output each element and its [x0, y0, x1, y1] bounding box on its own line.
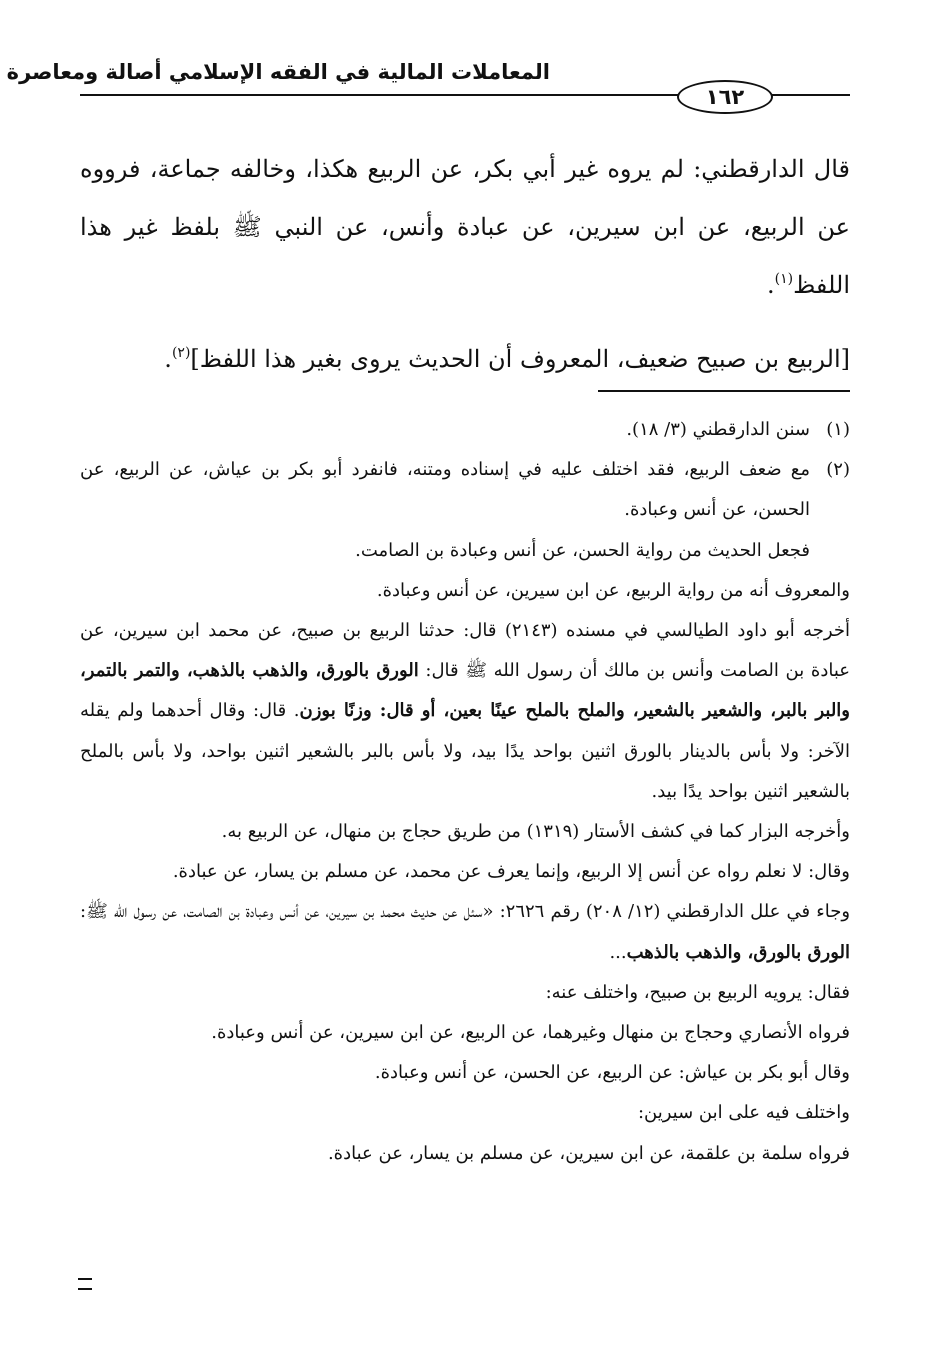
- footnote-2-number: (٢): [826, 459, 850, 481]
- footnote-2-paragraph: وأخرجه البزار كما في كشف الأستار (١٣١٩) من طريق حجاج بن منهال، عن الربيع به.: [221, 821, 850, 843]
- footnote-2-paragraph: فجعل الحديث من رواية الحسن، عن أنس وعبادة بن الصامت.: [355, 539, 810, 561]
- continuation-mark: [78, 1278, 92, 1290]
- footnote-2-paragraph: وقال أبو بكر بن عياش: عن الربيع، عن الحسن، عن أنس وعبادة.: [374, 1062, 850, 1084]
- footnote-2: [80, 450, 850, 530]
- main-paragraph-2: [الربيع بن صبيح ضعيف، المعروف أن الحديث يروى بغير هذا اللفظ]$^{(٢)}$.: [164, 345, 850, 373]
- footnote-1-number: (١): [826, 419, 850, 440]
- footnote-2-ilal-paragraph: وجاء في علل الدارقطني (١٢/ ٢٠٨) رقم ٢٦٢٦: «سئل عن حديث محمد بن سيرين، عن أنس وعبادة بن الصامت، عن رسول الله ﷺ: الورق بالورق، والذهب بالذهب...: [80, 901, 851, 963]
- footnote-ref-1: (١): [774, 271, 794, 287]
- hadith-text-bold: الورق بالورق، والذهب بالذهب: [626, 941, 850, 963]
- footnote-2-paragraph: والمعروف أنه من رواية الربيع، عن ابن سيرين، عن أنس وعبادة.: [376, 579, 850, 601]
- footnote-2-paragraph: وقال: لا نعلم رواه عن أنس إلا الربيع، وإنما يعرف عن محمد، عن مسلم بن يسار، عن عبادة.: [172, 861, 850, 883]
- footnote-2-paragraph: فقال: يرويه الربيع بن صبيح، واختلف عنه:: [545, 981, 850, 1003]
- hadith-text-bold: الورق بالورق، والذهب بالذهب، والتمر بالتمر، والبر بالبر، والشعير بالشعير، والملح بالملح عينًا بعين، أو قال: وزنًا بوزن: [80, 660, 850, 722]
- footnote-1: [80, 410, 850, 450]
- footnote-1-text: سنن الدارقطني (٣/ ١٨).: [626, 419, 810, 440]
- footnote-separator: [598, 390, 850, 392]
- main-paragraph-1: قال الدارقطني: لم يروه غير أبي بكر، عن الربيع هكذا، وخالفه جماعة، فرووه عن الربيع، عن ابن سيرين، عن عبادة وأنس، عن النبي ﷺ بلفظ غير هذا اللفظ$^{(١)}$.: [80, 155, 850, 299]
- footnotes: [80, 410, 850, 1174]
- footnote-2-paragraph: واختلف فيه على ابن سيرين:: [637, 1102, 850, 1124]
- page-number: ١٦٢: [677, 80, 773, 114]
- footnote-2-paragraph: فرواه سلمة بن علقمة، عن ابن سيرين، عن مسلم بن يسار، عن عبادة.: [327, 1142, 850, 1164]
- footnote-ref-2: (٢): [171, 345, 191, 361]
- footnote-2-hadith-paragraph: أخرجه أبو داود الطيالسي في مسنده (٢١٤٣) قال: حدثنا الربيع بن صبيح، عن محمد ابن سيرين، عن عبادة بن الصامت وأنس بن مالك أن رسول الله ﷺ قال: الورق بالورق، والذهب بالذهب، والتمر بالتمر، والبر بالبر، والشعير بالشعير، والملح بالملح عينًا بعين، أو قال: وزنًا بوزن. قال: وقال أحدهما ولم يقله الآخر: ولا بأس بالدينار بالورق اثنين بواحد يدًا بيد، ولا بأس بالبر بالشعير اثنين بواحد، ولا بأس بالملح بالشعير اثنين بواحد يدًا بيد.: [80, 620, 850, 802]
- main-text: [80, 140, 850, 388]
- footnote-2-lead: مع ضعف الربيع، فقد اختلف عليه في إسناده ومتنه، فانفرد أبو بكر بن عياش، عن الربيع، عن الحسن، عن أنس وعبادة.: [80, 459, 810, 521]
- running-header-title: المعاملات المالية في الفقه الإسلامي أصالة ومعاصرة: [6, 60, 550, 84]
- footnote-2-paragraph: فرواه الأنصاري وحجاج بن منهال وغيرهما، عن الربيع، عن ابن سيرين، عن أنس وعبادة.: [211, 1022, 850, 1044]
